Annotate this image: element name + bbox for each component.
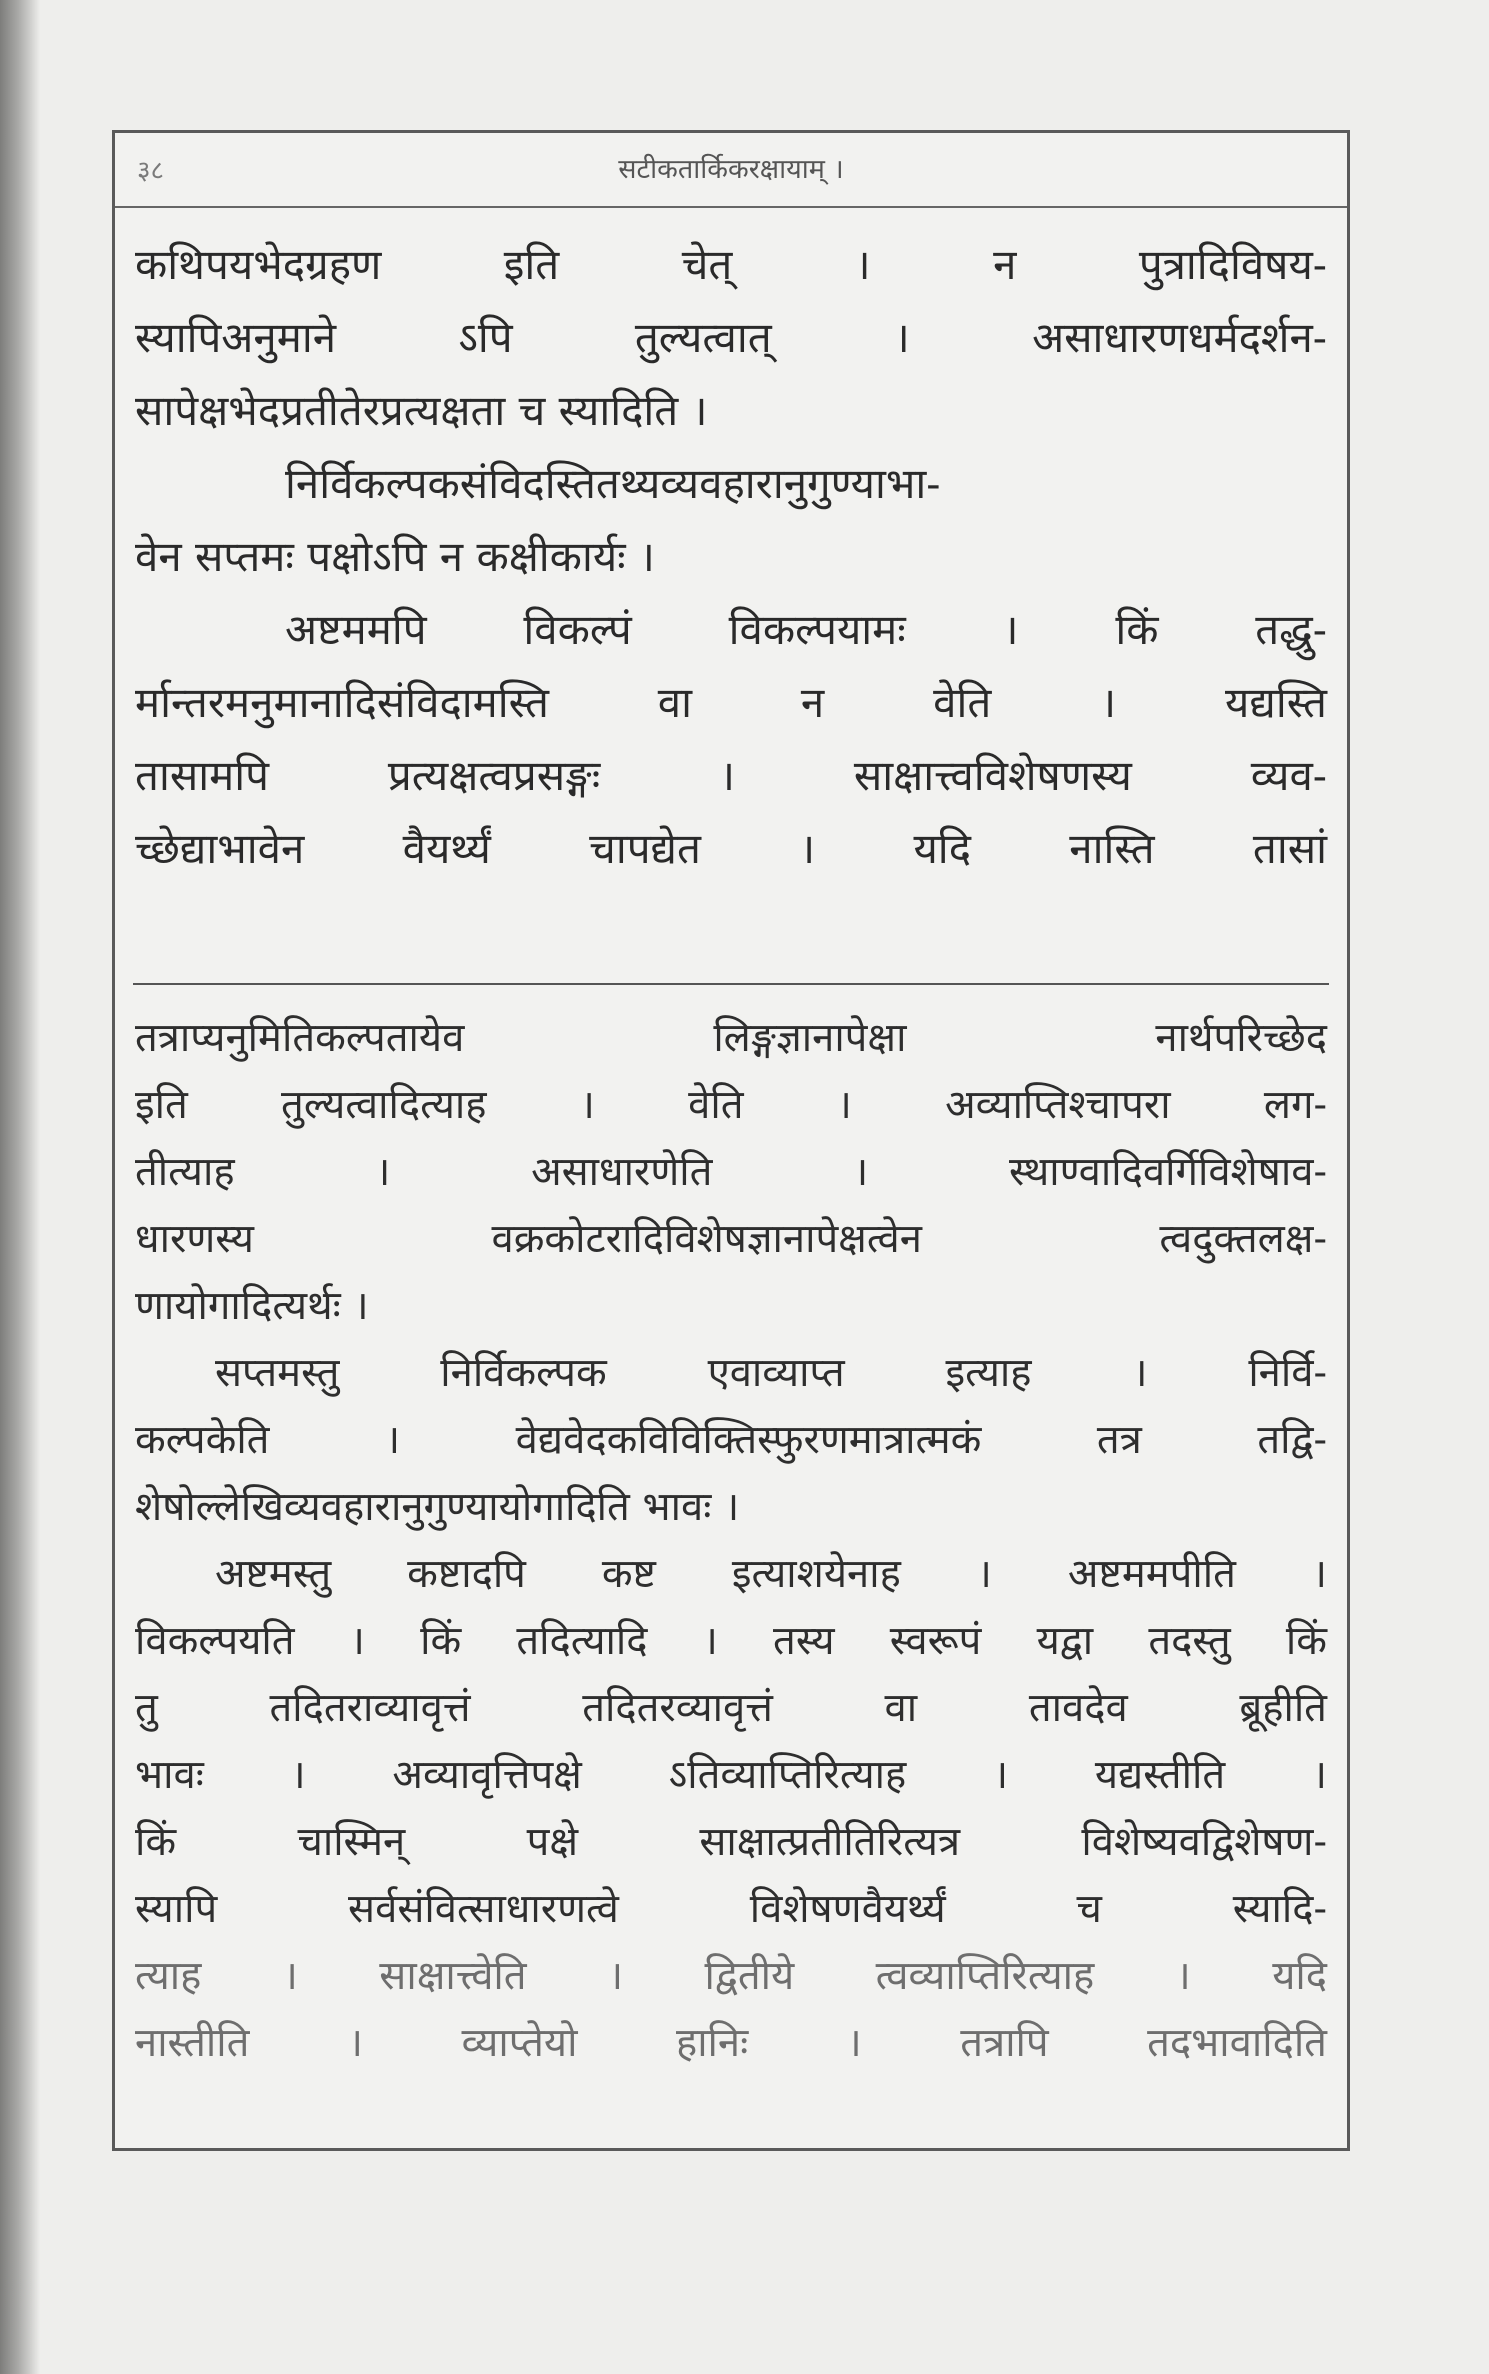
page-title: सटीकतार्किकरक्षायाम् ।: [618, 154, 844, 185]
commentary-line: त्याह । साक्षात्त्वेति । द्वितीये त्वव्याप्तिरित्याह । यदि: [135, 1953, 1327, 1999]
main-line: कथिपयभेदग्रहण इति चेत् । न पुत्रादिविषय-: [135, 240, 1327, 289]
text-commentary-divider: [133, 983, 1329, 985]
commentary-line: स्यापि सर्वसंवित्साधारणत्वे विशेषणवैयर्थ्यं च स्यादि-: [135, 1886, 1327, 1932]
main-line: स्यापिअनुमाने ऽपि तुल्यत्वात् । असाधारणधर्मदर्शन-: [135, 313, 1327, 362]
commentary-line: इति तुल्यत्वादित्याह । वेति । अव्याप्तिश्चापरा लग-: [135, 1082, 1327, 1128]
commentary-line: तत्राप्यनुमितिकल्पतायेव लिङ्गज्ञानापेक्षा नार्थपरिच्छेद: [135, 1015, 1327, 1061]
main-text: [135, 228, 1327, 885]
main-line: र्मान्तरमनुमानादिसंविदामस्ति वा न वेति । यद्यस्ति: [135, 678, 1327, 727]
commentary-line: अष्टमस्तु कष्टादपि कष्ट इत्याशयेनाह । अष्टममपीति ।: [215, 1551, 1327, 1597]
main-line: च्छेद्याभावेन वैयर्थ्यं चापद्येत । यदि नास्ति तासां: [135, 824, 1327, 873]
main-line: सापेक्षभेदप्रतीतेरप्रत्यक्षता च स्यादिति ।: [135, 386, 708, 435]
commentary-text: [135, 1005, 1327, 2077]
book-spine-shadow: [0, 0, 40, 2374]
commentary-line: नास्तीति । व्याप्तेयो हानिः । तत्रापि तदभावादिति: [135, 2020, 1327, 2066]
commentary-line: धारणस्य वक्रकोटरादिविशेषज्ञानापेक्षत्वेन त्वदुक्तलक्ष-: [135, 1216, 1327, 1262]
main-line: अष्टममपि विकल्पं विकल्पयामः । किं तद्धु-: [285, 605, 1327, 654]
main-line: निर्विकल्पकसंविदस्तितथ्यव्यवहारानुगुण्याभा-: [285, 459, 941, 508]
page-frame: [112, 130, 1350, 2151]
commentary-line: किं चास्मिन् पक्षे साक्षात्प्रतीतिरित्यत्र विशेष्यवद्विशेषण-: [135, 1819, 1327, 1865]
commentary-line: सप्तमस्तु निर्विकल्पक एवाव्याप्त इत्याह । निर्वि-: [215, 1350, 1327, 1396]
commentary-line: विकल्पयति । किं तदित्यादि । तस्य स्वरूपं यद्वा तदस्तु किं: [135, 1618, 1327, 1664]
main-line: तासामपि प्रत्यक्षत्वप्रसङ्गः । साक्षात्त्वविशेषणस्य व्यव-: [135, 751, 1327, 800]
commentary-line: कल्पकेति । वेद्यवेदकविविक्तिस्फुरणमात्रात्मकं तत्र तद्वि-: [135, 1417, 1327, 1463]
page-number: ३८: [137, 156, 165, 186]
commentary-line: तीत्याह । असाधारणेति । स्थाण्वादिवर्गिविशेषाव-: [135, 1149, 1327, 1195]
running-header: [115, 133, 1347, 208]
commentary-line: तु तदितराव्यावृत्तं तदितरव्यावृत्तं वा तावदेव ब्रूहीति: [135, 1685, 1327, 1731]
commentary-line: भावः । अव्यावृत्तिपक्षे ऽतिव्याप्तिरित्याह । यद्यस्तीति ।: [135, 1752, 1327, 1798]
commentary-line: शेषोल्लेखिव्यवहारानुगुण्यायोगादिति भावः ।: [135, 1484, 740, 1530]
commentary-line: णायोगादित्यर्थः ।: [135, 1283, 369, 1329]
main-line: वेन सप्तमः पक्षोऽपि न कक्षीकार्यः ।: [135, 532, 655, 581]
